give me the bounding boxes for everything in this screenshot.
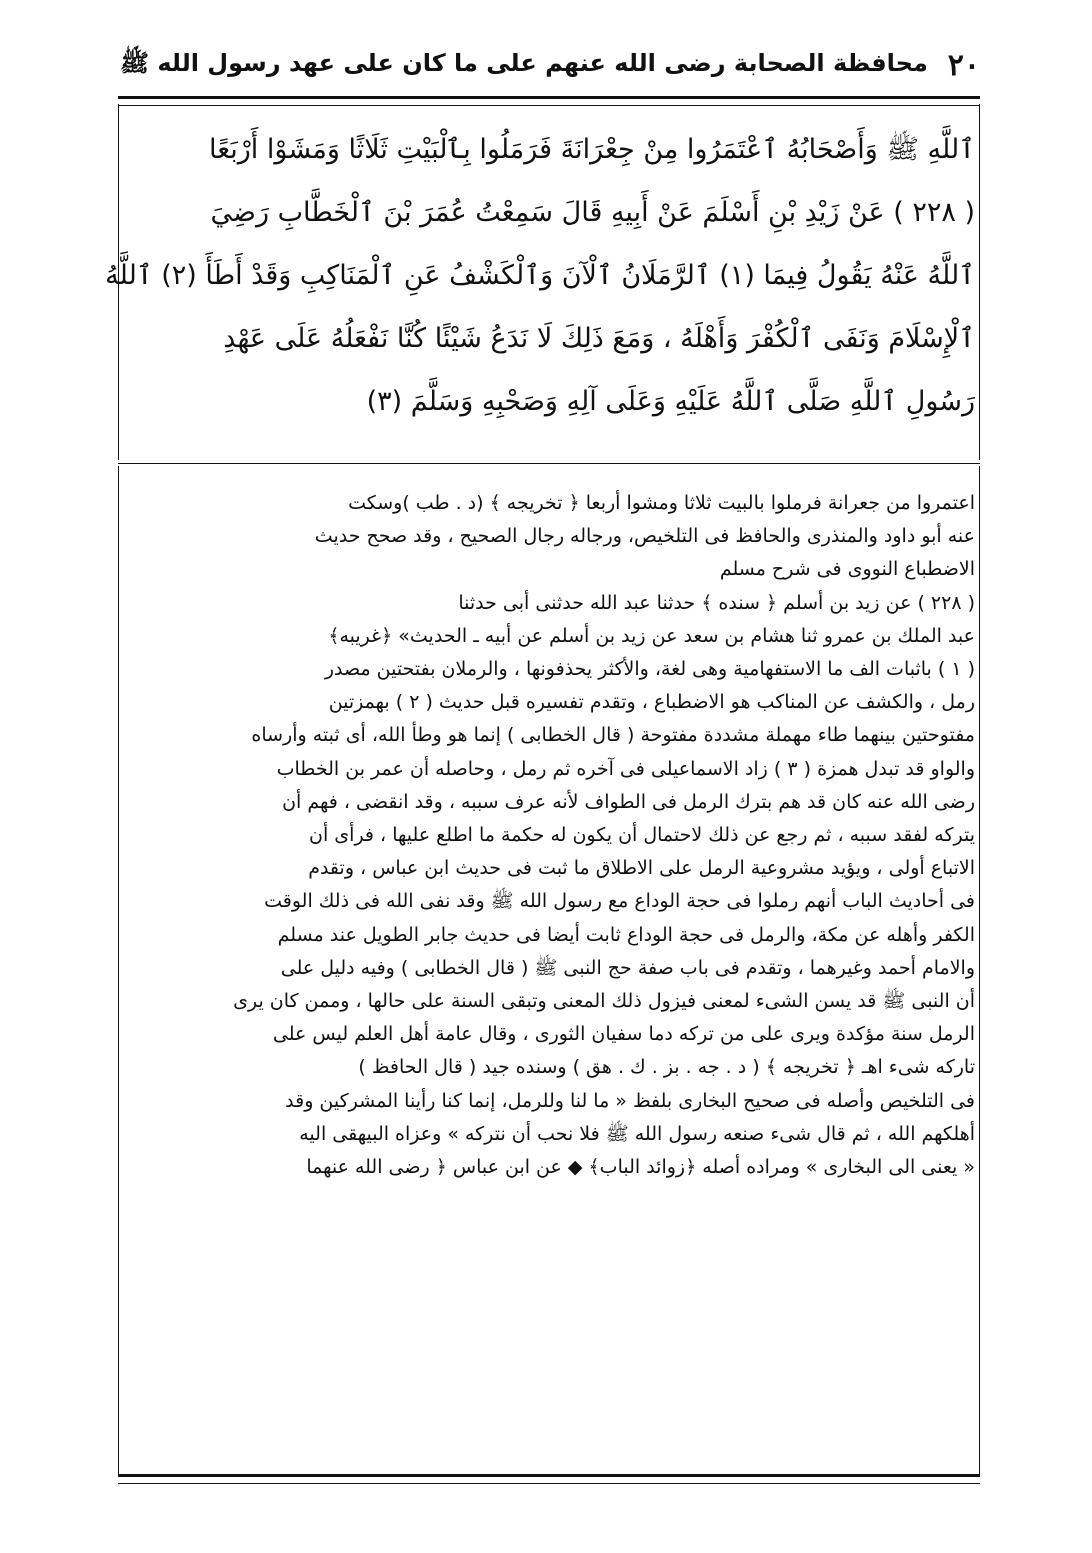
sharh-line: رضى الله عنه كان قد هم بترك الرمل فى الطواف لأنه عرف سببه ، وقد انقضى ، فهم أن: [282, 790, 975, 813]
matn-line: ٱللَّهِ ﷺ وَأَصْحَابُهُ ٱعْتَمَرُوا مِنْ جِعْرَانَةَ فَرَمَلُوا بِٱلْبَيْتِ ثَلَاثًا وَمَشَوْا أَرْبَعًا: [209, 134, 975, 165]
sharh-line: أهلكهم الله ، ثم قال شىء صنعه رسول الله ﷺ فلا نحب أن نتركه » وعزاه البيهقى اليه: [299, 1122, 975, 1145]
header-rule: [118, 96, 980, 106]
commentary-text: [125, 487, 975, 1184]
sharh-line: « يعنى الى البخارى » ومراده أصله ﴿زوائد الباب﴾ ◆ عن ابن عباس ﴿ رضى الله عنهما: [306, 1156, 975, 1179]
matn-line: رَسُولِ ٱللَّهِ صَلَّى ٱللَّهُ عَلَيْهِ وَعَلَى آلِهِ وَصَحْبِهِ وَسَلَّمَ (٣): [366, 386, 975, 417]
matn-line: ٱلْإِسْلَامَ وَنَفَى ٱلْكُفْرَ وَأَهْلَهُ ، وَمَعَ ذَلِكَ لَا نَدَعُ شَيْئًا كُنَّا نَفْعَلُهُ عَلَى عَهْدِ: [223, 323, 975, 354]
sharh-line: عبد الملك بن عمرو ثنا هشام بن سعد عن زيد بن أسلم عن أبيه ـ الحديث» ﴿غريبه﴾: [328, 624, 975, 647]
sharh-line: الاضطباع النووى فى شرح مسلم: [719, 558, 975, 581]
sharh-line: ( ٢٢٨ ) عن زيد بن أسلم ﴿ سنده ﴾ حدثنا عبد الله حدثنى أبى حدثنا: [458, 591, 975, 614]
sharh-frame-left: [118, 466, 119, 1476]
sharh-frame-right: [979, 466, 980, 1476]
sharh-line: أن النبى ﷺ قد يسن الشىء لمعنى فيزول ذلك المعنى وتبقى السنة على حالها ، وممن كان يرى: [233, 990, 975, 1013]
sharh-line: فى أحاديث الباب أنهم رملوا فى حجة الوداع مع رسول الله ﷺ وقد نفى الله فى ذلك الوقت: [264, 890, 975, 913]
sharh-line: والامام أحمد وغيرهما ، وتقدم فى باب صفة حج النبى ﷺ ( قال الخطابى ) وفيه دليل على: [280, 956, 975, 979]
sharh-line: الاتباع أولى ، ويؤيد مشروعية الرمل على الاطلاق ما ثبت فى حديث ابن عباس ، وتقدم: [308, 857, 975, 880]
sharh-line: ( ١ ) باثبات الف ما الاستفهامية وهى لغة، والأكثر يحذفونها ، والرملان بفتحتين مصدر: [324, 658, 975, 681]
sharh-line: يتركه لفقد سببه ، ثم رجع عن ذلك لاحتمال أن يكون له حكمة ما اطلع عليها ، فرأى أن: [309, 824, 975, 847]
sharh-line: الرمل سنة مؤكدة ويرى على من تركه دما سفيان الثورى ، وقال عامة أهل العلم ليس على: [272, 1023, 975, 1046]
sharh-line: عنه أبو داود والمنذرى والحافظ فى التلخيص، ورجاله رجال الصحيح ، وقد صحح حديث: [314, 525, 975, 548]
matn-line: ٱللَّهُ عَنْهُ يَقُولُ فِيمَا (١) ٱلرَّمَلَانُ ٱلْآنَ وَٱلْكَشْفُ عَنِ ٱلْمَنَاكِبِ وَقَدْ أَطَأَ (٢) ٱللَّهُ: [105, 260, 975, 291]
page-header: [120, 40, 980, 90]
sharh-line: مفتوحتين بينهما طاء مهملة مشددة مفتوحة ( قال الخطابى ) إنما هو وطأ الله، أى ثبته وأرساه: [251, 724, 975, 747]
matn-frame-right: [979, 104, 980, 460]
matn-separator-rule: [118, 463, 980, 464]
sharh-line: فى التلخيص وأصله فى صحيح البخارى بلفظ « ما لنا وللرمل، إنما كنا رأينا المشركين وقد: [285, 1089, 975, 1112]
sharh-line: الكفر وأهله عن مكة، والرمل فى حجة الوداع ثابت أيضا فى حديث جابر الطويل عند مسلم: [277, 923, 975, 946]
sharh-line: اعتمروا من جعرانة فرملوا بالبيت ثلاثا ومشوا أربعا ﴿ تخريجه ﴾ (د . طب )وسكت: [348, 492, 975, 514]
sharh-line: تاركه شىء اهـ ﴿ تخريجه ﴾ ( د . جه . بز . ك . هق ) وسنده جيد ( قال الحافظ ): [358, 1056, 975, 1079]
matn-line: ( ٢٢٨ ) عَنْ زَيْدِ بْنِ أَسْلَمَ عَنْ أَبِيهِ قَالَ سَمِعْتُ عُمَرَ بْنَ ٱلْخَطَّابِ رَضِيَ: [210, 197, 975, 228]
sharh-line: والواو قد تبدل همزة ( ٣ ) زاد الاسماعيلى فى آخره ثم رمل ، وحاصله أن عمر بن الخطاب: [276, 757, 975, 780]
sharh-line: رمل ، والكشف عن المناكب هو الاضطباع ، وتقدم تفسيره قبل حديث ( ٢ ) بهمزتين: [328, 691, 975, 714]
footer-rule: [118, 1474, 980, 1484]
page-number: ٢٠: [947, 47, 980, 83]
hadith-text: [105, 118, 975, 433]
running-title: محافظة الصحابة رضى الله عنهم على ما كان على عهد رسول الله ﷺ: [120, 48, 928, 77]
